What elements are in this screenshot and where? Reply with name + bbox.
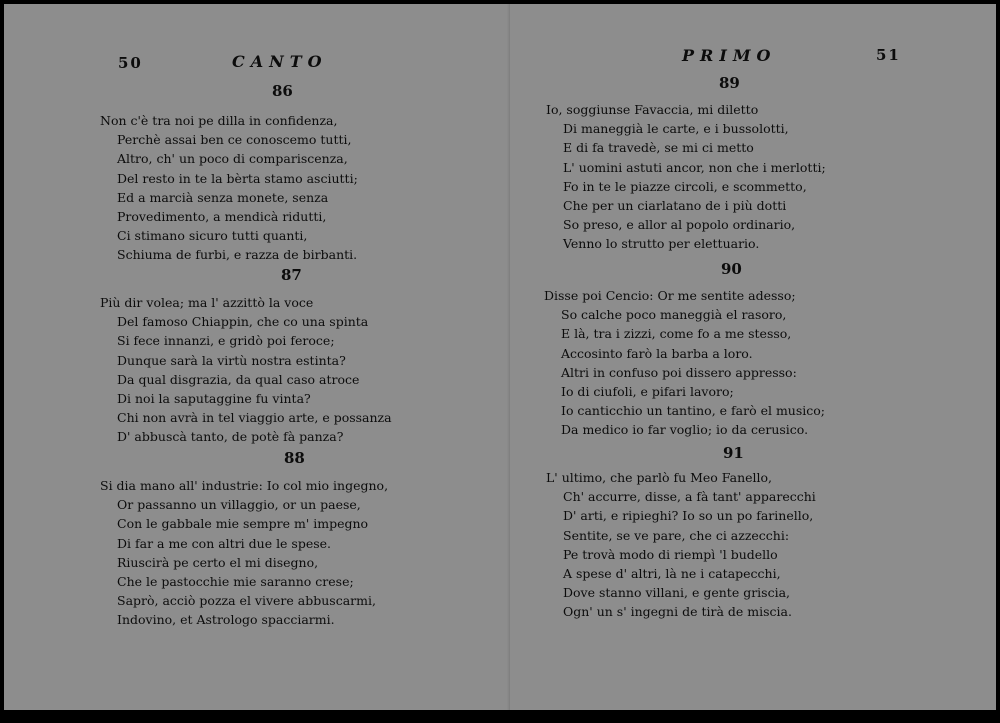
verse-line: Saprò, acciò pozza el vivere abbuscarmi,	[117, 593, 376, 609]
verse-line: Non c'è tra noi pe dilla in confidenza,	[100, 113, 338, 128]
stanza-number: 90	[721, 260, 742, 278]
verse-line: Di far a me con altri due le spese.	[117, 535, 332, 551]
verse-line: Chi non avrà in tel viaggio arte, e possanza	[117, 410, 392, 426]
right-running-head: PRIMO	[682, 46, 777, 65]
verse-line: L' uomini astuti ancor, non che i merlotti;	[563, 159, 826, 175]
verse-line: Altri in confuso poi dissero appresso:	[561, 364, 797, 380]
verse-line: Altro, ch' un poco di compariscenza,	[117, 151, 348, 167]
verse-line: Pe trovà modo di riempì 'l budello	[563, 546, 778, 562]
verse-line: Da medico io far voglio; io da cerusico.	[561, 422, 809, 438]
verse-line: Dove stanno villani, e gente griscia,	[563, 585, 791, 601]
stanza-number: 89	[719, 74, 740, 92]
verse-line: Perchè assai ben ce conoscemo tutti,	[117, 132, 352, 148]
verse-line: Si dia mano all' industrie: Io col mio ingegno,	[100, 478, 389, 493]
verse-line: Ogn' un s' ingegni de tirà de miscia.	[563, 604, 792, 620]
stanza	[544, 286, 825, 440]
verse-line: Con le gabbale mie sempre m' impegno	[117, 516, 369, 532]
verse-line: Schiuma de furbi, e razza de birbanti.	[117, 247, 358, 263]
verse-line: Da qual disgrazia, da qual caso atroce	[117, 371, 360, 387]
stanza-number: 91	[723, 444, 744, 462]
verse-line: Del resto in te la bèrta stamo asciutti;	[117, 170, 358, 186]
stanza	[100, 476, 388, 630]
stanza-number: 86	[272, 82, 293, 100]
stanza-number: 87	[281, 266, 302, 284]
verse-line: Io canticchio un tantino, e farò el musico;	[561, 403, 826, 419]
verse-line: Or passanno un villaggio, or un paese,	[117, 497, 361, 513]
verse-line: Provedimento, a mendicà ridutti,	[117, 209, 327, 225]
verse-line: Disse poi Cencio: Or me sentite adesso;	[544, 288, 796, 303]
verse-line: D' arti, e ripieghi? Io so un po farinello,	[563, 508, 814, 524]
verse-line: D' abbuscà tanto, de potè fà panza?	[117, 429, 344, 445]
verse-line: Di maneggià le carte, e i bussolotti,	[563, 121, 789, 137]
right-page	[510, 4, 996, 710]
verse-line: Più dir volea; ma l' azzittò la voce	[100, 295, 314, 310]
verse-line: Si fece innanzi, e gridò poi feroce;	[117, 333, 335, 349]
verse-line: E di fa travedè, se mi ci metto	[563, 140, 754, 156]
verse-line: Ch' accurre, disse, a fà tant' apparecchi	[563, 489, 816, 505]
verse-line: L' ultimo, che parlò fu Meo Fanello,	[546, 470, 773, 485]
verse-line: E là, tra i zizzi, come fo a me stesso,	[561, 326, 792, 342]
verse-line: Venno lo strutto per elettuario.	[563, 236, 760, 252]
verse-line: Ed a marcià senza monete, senza	[117, 189, 329, 205]
verse-line: Io di ciufoli, e pifari lavoro;	[561, 384, 734, 400]
left-page-number: 50	[118, 54, 143, 72]
verse-line: A spese d' altri, là ne i catapecchi,	[563, 566, 781, 582]
verse-line: So calche poco maneggià el rasoro,	[561, 307, 787, 323]
verse-line: Fo in te le piazze circoli, e scommetto,	[563, 178, 807, 194]
verse-line: Ci stimano sicuro tutti quanti,	[117, 228, 308, 244]
verse-line: Accosinto farò la barba a loro.	[561, 345, 753, 361]
verse-line: Che per un ciarlatano de i più dotti	[563, 198, 787, 214]
verse-line: Del famoso Chiappin, che co una spinta	[117, 314, 369, 330]
verse-line: Io, soggiunse Favaccia, mi diletto	[546, 102, 759, 117]
stanza	[100, 293, 392, 447]
verse-line: Sentite, se ve pare, che ci azzecchi:	[563, 527, 790, 543]
verse-line: Riuscirà pe certo el mi disegno,	[117, 554, 319, 570]
verse-line: So preso, e allor al popolo ordinario,	[563, 217, 796, 233]
stanza	[546, 100, 826, 254]
stanza-number: 88	[284, 449, 305, 467]
verse-line: Indovino, et Astrologo spacciarmi.	[117, 612, 335, 628]
left-running-head: CANTO	[232, 52, 328, 71]
verse-line: Che le pastocchie mie saranno crese;	[117, 574, 354, 590]
verse-line: Di noi la saputaggine fu vinta?	[117, 391, 311, 407]
stanza	[546, 468, 816, 622]
stanza	[100, 111, 358, 265]
left-page	[4, 4, 510, 710]
verse-line: Dunque sarà la virtù nostra estinta?	[117, 352, 346, 368]
right-page-number: 51	[876, 46, 901, 64]
